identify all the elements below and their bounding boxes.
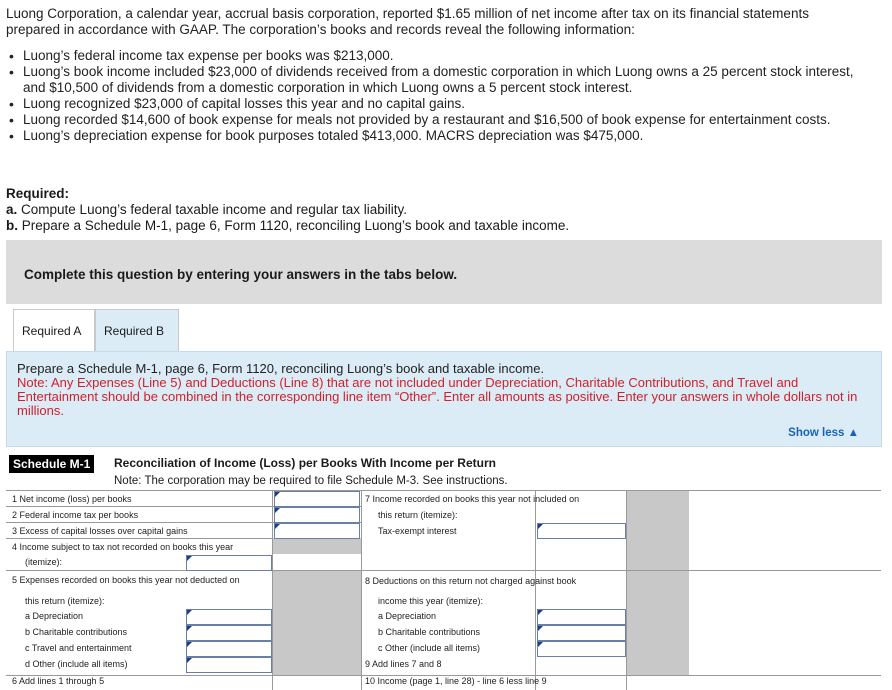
line-8b-label: b Charitable contributions xyxy=(378,627,481,637)
banner-text: Complete this question by entering your answers in the tabs below. xyxy=(24,267,458,282)
list-item: • Luong’s depreciation expense for book purposes totaled $413,000. MACRS depreciation was $475,000. xyxy=(6,128,866,144)
line-2-label: 2 Federal income tax per books xyxy=(12,510,139,520)
line-7-label: 7 Income recorded on books this year not included on xyxy=(365,494,580,504)
line-8-label: 8 Deductions on this return not charged against book xyxy=(365,576,577,586)
tab-bar xyxy=(6,309,882,352)
line-8-itemize: income this year (itemize): xyxy=(378,596,484,606)
line-1-label: 1 Net income (loss) per books xyxy=(12,494,132,504)
line-5-itemize: this return (itemize): xyxy=(25,596,105,606)
required-heading: Required: xyxy=(6,186,70,201)
question-note: Note: Any Expenses (Line 5) and Deductions (Line 8) that are not included under Depreciation, Charitable Contributions, and Travel and Entertainment should be combined in the corresponding line item “Other”. Enter all amounts as positive. Enter your answers in whole dollars not in millions. xyxy=(17,375,858,418)
divider xyxy=(6,570,881,571)
line-9-label: 9 Add lines 7 and 8 xyxy=(365,659,442,669)
required-list xyxy=(6,202,569,234)
tab-required-a[interactable]: Required A xyxy=(13,309,95,352)
line-1-input[interactable] xyxy=(274,491,360,507)
tab-required-b[interactable]: Required B xyxy=(95,309,179,352)
schedule-note: Note: The corporation may be required to file Schedule M-3. See instructions. xyxy=(114,475,508,487)
line-8c-input[interactable] xyxy=(537,641,626,657)
problem-intro: Luong Corporation, a calendar year, accrual basis corporation, reported $1.65 million of net income after tax on its financial statements prepared in accordance with GAAP. The corporation’s books and records reveal the following information: xyxy=(6,6,809,37)
disabled-cell xyxy=(273,571,361,675)
line-8b-input[interactable] xyxy=(537,625,626,641)
line-2-input[interactable] xyxy=(274,507,360,523)
line-8a-label: a Depreciation xyxy=(378,611,437,621)
list-item: • Luong recognized $23,000 of capital losses this year and no capital gains. xyxy=(6,96,866,112)
line-4-itemize: (itemize): xyxy=(25,557,63,567)
line-8c-label: c Other (include all items) xyxy=(378,643,481,653)
line-3-label: 3 Excess of capital losses over capital gains xyxy=(12,526,188,536)
line-10-label: 10 Income (page 1, line 28) - line 6 less line 9 xyxy=(365,676,547,686)
line-3-input[interactable] xyxy=(274,523,360,539)
instructions-banner xyxy=(6,240,882,304)
tax-exempt-label: Tax-exempt interest xyxy=(378,526,457,536)
line-5d-input[interactable] xyxy=(186,657,272,673)
line-5b-input[interactable] xyxy=(186,625,272,641)
list-item: • Luong’s federal income tax expense per books was $213,000. xyxy=(6,48,866,64)
required-b: b. Prepare a Schedule M-1, page 6, Form 1120, reconciling Luong’s book and taxable income. xyxy=(6,218,570,233)
question-panel xyxy=(6,351,882,447)
schedule-badge: Schedule M-1 xyxy=(9,455,94,473)
problem-statement xyxy=(6,6,866,144)
line-5c-input[interactable] xyxy=(186,641,272,657)
disabled-cell xyxy=(627,491,689,570)
line-7-itemize: this return (itemize): xyxy=(378,510,458,520)
line-5a-input[interactable] xyxy=(186,609,272,625)
line-4-label: 4 Income subject to tax not recorded on books this year xyxy=(12,542,234,552)
line-4-input[interactable] xyxy=(186,555,272,571)
line-5a-label: a Depreciation xyxy=(25,611,84,621)
question-text: Prepare a Schedule M-1, page 6, Form 1120, reconciling Luong’s book and taxable income. xyxy=(17,361,545,376)
list-item: • Luong recorded $14,600 of book expense for meals not provided by a restaurant and $16,500 of book expense for entertainment costs. xyxy=(6,112,866,128)
list-item: • Luong’s book income included $23,000 of dividends received from a domestic corporation in which Luong owns a 25 percent stock interest, and $10,500 of dividends from a domestic corporation in which Luong owns a 5 percent stock interest. xyxy=(6,64,866,96)
divider xyxy=(535,490,536,690)
disabled-cell xyxy=(273,538,361,554)
line-5-label: 5 Expenses recorded on books this year not deducted on xyxy=(12,575,240,585)
schedule-m1-form xyxy=(6,490,886,690)
line-5d-label: d Other (include all items) xyxy=(25,659,128,669)
disabled-cell xyxy=(627,571,689,675)
required-a: a. Compute Luong’s federal taxable income and regular tax liability. xyxy=(6,202,408,217)
schedule-title: Reconciliation of Income (Loss) per Books With Income per Return xyxy=(114,456,496,470)
tax-exempt-input[interactable] xyxy=(537,523,626,539)
line-5c-label: c Travel and entertainment xyxy=(25,643,132,653)
divider xyxy=(361,490,362,690)
line-5b-label: b Charitable contributions xyxy=(25,627,128,637)
line-6-label: 6 Add lines 1 through 5 xyxy=(12,676,105,686)
form-top-border xyxy=(6,490,881,491)
line-8a-input[interactable] xyxy=(537,609,626,625)
facts-list xyxy=(6,48,866,144)
show-less-link[interactable]: Show less ▲ xyxy=(788,427,859,439)
